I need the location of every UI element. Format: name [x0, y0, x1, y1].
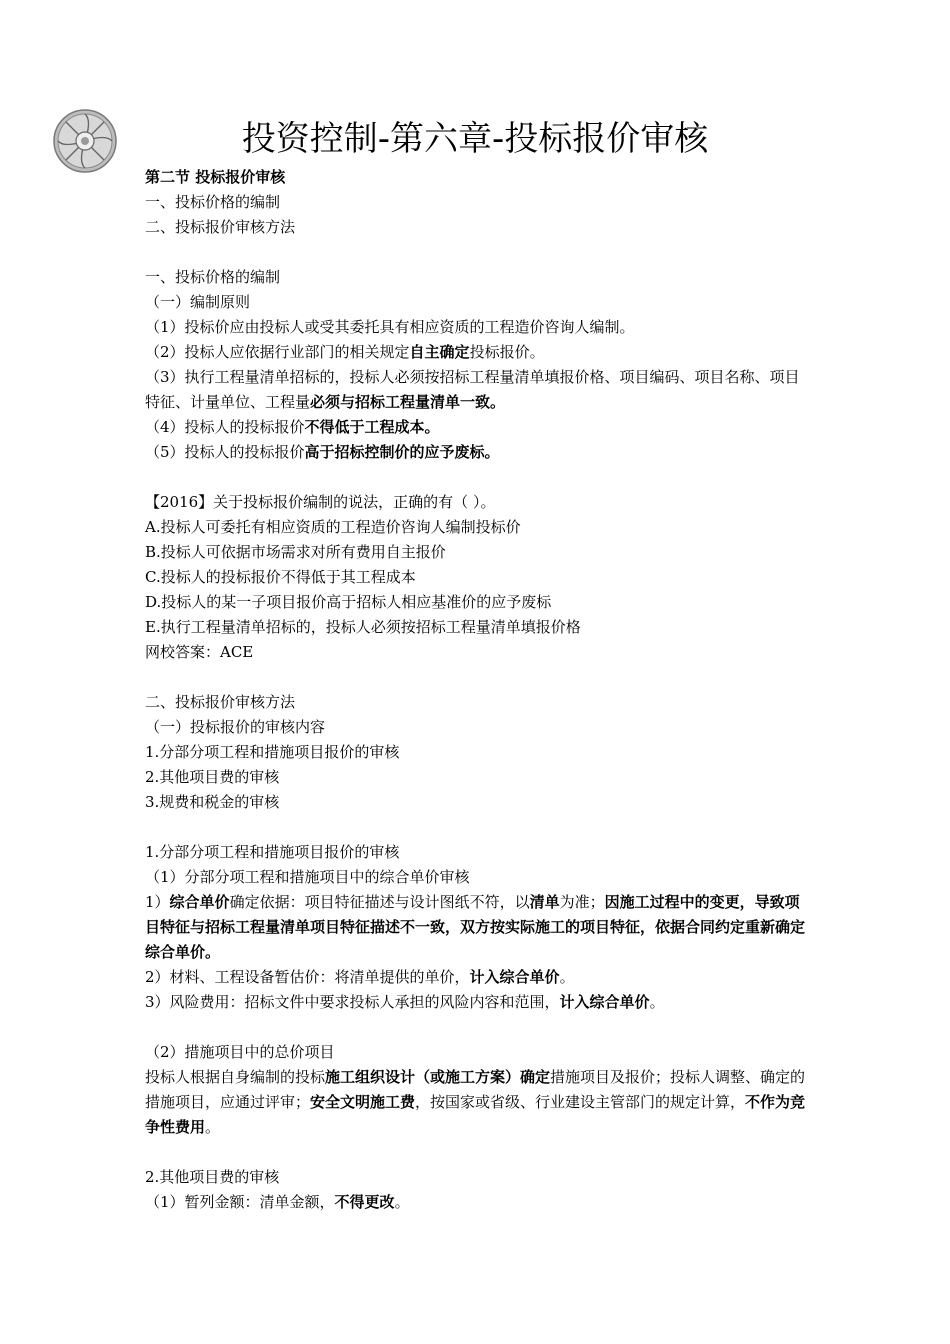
spacer	[145, 815, 810, 840]
toc-item-1: 一、投标价格的编制	[145, 193, 281, 211]
lump-sum-items: 投标人根据自身编制的投标施工组织设计（或施工方案）确定措施项目及报价；投标人调整、确定的措施项目，应通过评审；安全文明施工费，按国家或省级、行业建设主管部门的规定计算，不作为竞争性费用。	[145, 1068, 806, 1136]
principle-3: （3）执行工程量清单招标的，投标人必须按招标工程量清单填报价格、项目编码、项目名称、项目特征、计量单位、工程量必须与招标工程量清单一致。	[145, 368, 800, 411]
review-item-1: 1.分部分项工程和措施项目报价的审核	[145, 743, 400, 761]
section-header: 第二节 投标报价审核	[145, 168, 286, 186]
spacer	[145, 1015, 810, 1040]
question-answer: 网校答案：ACE	[145, 643, 254, 661]
part3-subheading: （1）分部分项工程和措施项目中的综合单价审核	[145, 868, 470, 886]
part1-subheading: （一）编制原则	[145, 293, 251, 311]
part4-subheading: （2）措施项目中的总价项目	[145, 1043, 335, 1061]
question-option-c: C.投标人的投标报价不得低于其工程成本	[145, 568, 416, 586]
provisional-price: 2）材料、工程设备暂估价：将清单提供的单价，计入综合单价。	[145, 968, 575, 986]
risk-cost: 3）风险费用：招标文件中要求投标人承担的风险内容和范围，计入综合单价。	[145, 993, 665, 1011]
document-body	[145, 165, 810, 1215]
part3-heading: 1.分部分项工程和措施项目报价的审核	[145, 843, 400, 861]
review-item-2: 2.其他项目费的审核	[145, 768, 280, 786]
principle-1: （1）投标价应由投标人或受其委托具有相应资质的工程造价咨询人编制。	[145, 318, 635, 336]
part5-heading: 2.其他项目费的审核	[145, 1168, 280, 1186]
question-option-e: E.执行工程量清单招标的，投标人必须按招标工程量清单填报价格	[145, 618, 581, 636]
provisional-sum: （1）暂列金额：清单金额，不得更改。	[145, 1193, 410, 1211]
question-option-a: A.投标人可委托有相应资质的工程造价咨询人编制投标价	[145, 518, 521, 536]
review-item-3: 3.规费和税金的审核	[145, 793, 280, 811]
question-option-d: D.投标人的某一子项目报价高于招标人相应基准价的应予废标	[145, 593, 552, 611]
part1-heading: 一、投标价格的编制	[145, 268, 281, 286]
principle-5: （5）投标人的投标报价高于招标控制价的应予废标。	[145, 443, 500, 461]
principle-4: （4）投标人的投标报价不得低于工程成本。	[145, 418, 440, 436]
unit-price-basis: 1）综合单价确定依据：项目特征描述与设计图纸不符，以清单为准；因施工过程中的变更，导致项目特征与招标工程量清单项目特征描述不一致，双方按实际施工的项目特征，依据合同约定重新确定综合单价。	[145, 893, 806, 961]
spacer	[145, 465, 810, 490]
part2-heading: 二、投标报价审核方法	[145, 693, 296, 711]
toc-item-2: 二、投标报价审核方法	[145, 218, 296, 236]
spacer	[145, 1140, 810, 1165]
spacer	[145, 240, 810, 265]
question-option-b: B.投标人可依据市场需求对所有费用自主报价	[145, 543, 446, 561]
part2-subheading: （一）投标报价的审核内容	[145, 718, 326, 736]
spacer	[145, 665, 810, 690]
question-stem: 【2016】关于投标报价编制的说法，正确的有（ ）。	[145, 493, 496, 511]
principle-2: （2）投标人应依据行业部门的相关规定自主确定投标报价。	[145, 343, 545, 361]
document-title: 投资控制-第六章-投标报价审核	[241, 119, 709, 159]
